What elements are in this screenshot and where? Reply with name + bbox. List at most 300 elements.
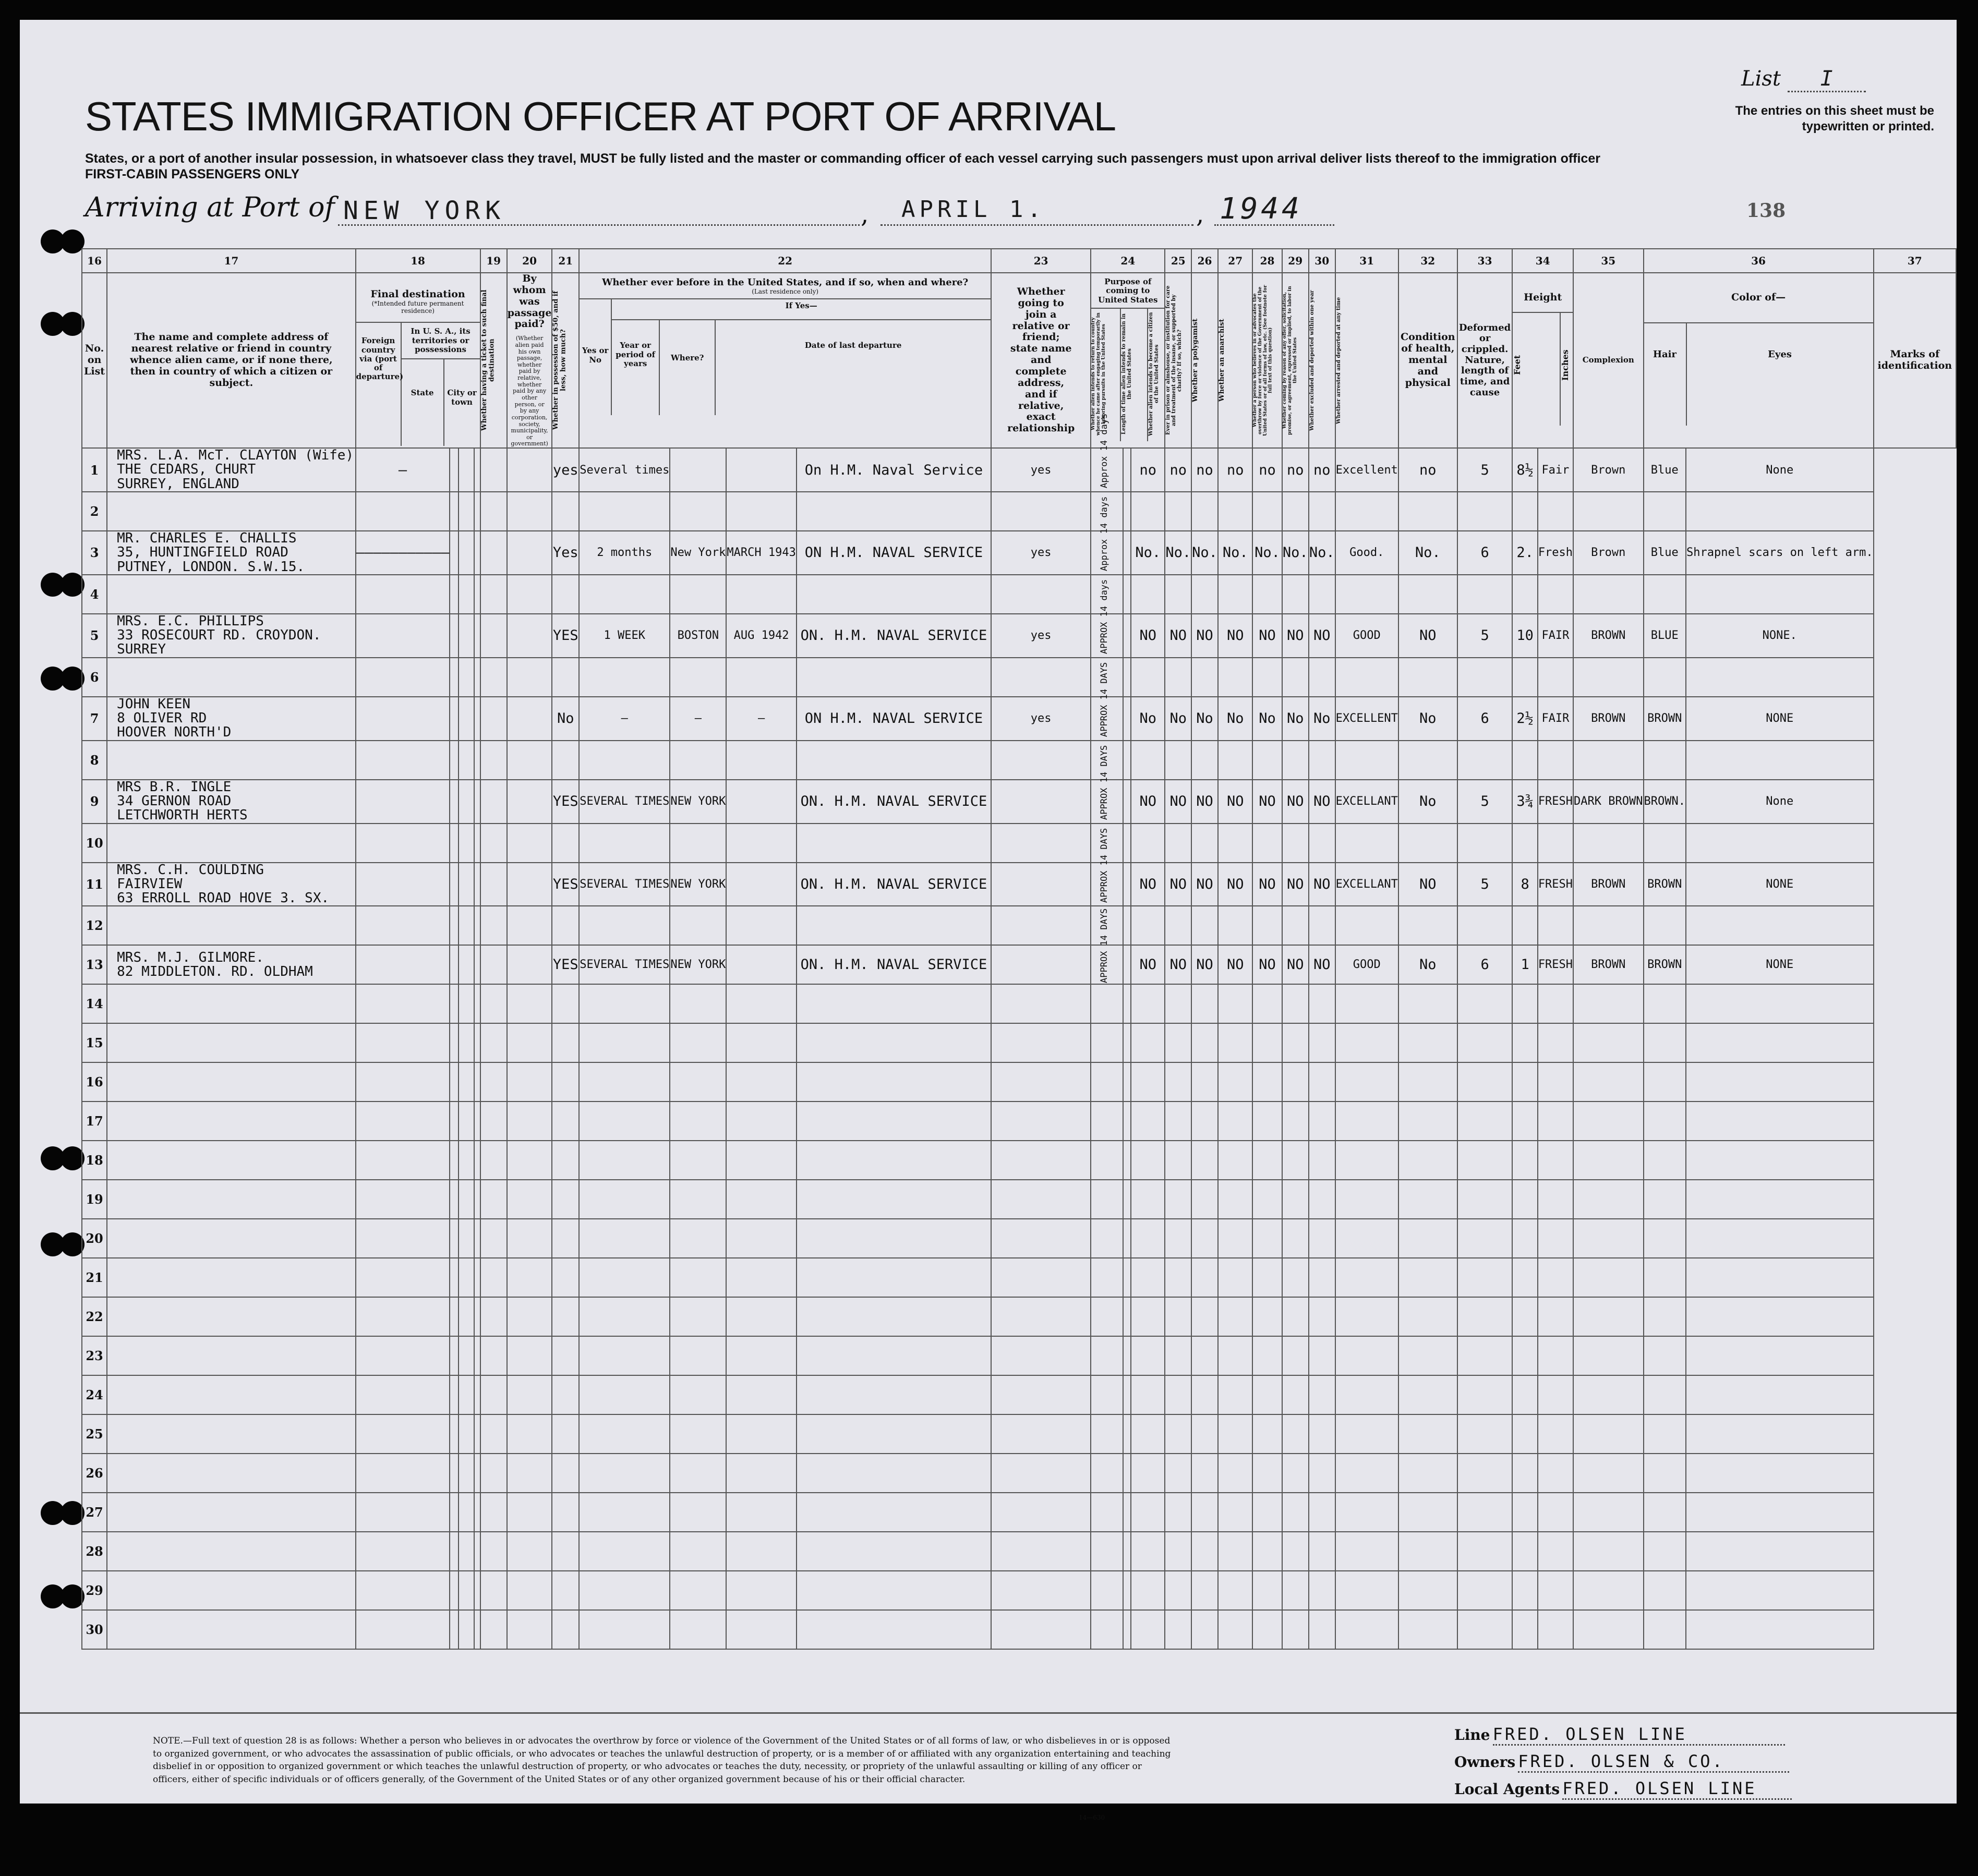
address-line: PUTNEY, LONDON. S.W.15.	[117, 559, 305, 575]
header-no-on-list: No. on List	[82, 273, 107, 448]
table-row	[82, 697, 1956, 741]
where-cell	[670, 1102, 726, 1141]
eyes-cell: BROWN.	[1644, 780, 1686, 824]
purpose-return-cell	[991, 824, 1091, 863]
header-feet: Feet	[1512, 355, 1523, 375]
row-number: 17	[82, 1102, 107, 1141]
question-28-cell	[1218, 741, 1253, 780]
where-cell	[670, 575, 726, 614]
prison-cell	[1131, 1454, 1165, 1493]
eyes-cell	[1644, 492, 1686, 531]
question-28-cell	[1218, 1297, 1253, 1336]
health-cell	[1335, 1571, 1398, 1610]
anarchist-cell	[1191, 1610, 1218, 1649]
feet-cell	[1457, 1023, 1513, 1062]
deformed-cell	[1398, 1219, 1457, 1258]
table-row	[82, 1610, 1956, 1649]
polygamist-cell	[1165, 1610, 1191, 1649]
arrested-cell: no	[1309, 448, 1335, 492]
complexion-cell	[1538, 1532, 1573, 1571]
passage-paid-cell	[480, 1023, 507, 1062]
marks-cell	[1686, 1258, 1874, 1297]
last-departure-cell	[726, 1141, 796, 1180]
deformed-cell	[1398, 1375, 1457, 1414]
relative-name: MRS. M.J. GILMORE.	[117, 949, 264, 965]
foreign-country-cell	[356, 984, 450, 1023]
eyes-cell	[1644, 1493, 1686, 1532]
inches-cell: 2.	[1512, 531, 1537, 575]
anarchist-cell	[1191, 741, 1218, 780]
fifty-dollars-cell	[507, 984, 552, 1023]
address-line: THE CEDARS, CHURT	[117, 462, 256, 478]
header-final-destination-note: (*Intended future permanent residence)	[371, 299, 464, 314]
header-year-period: Year or period of years	[612, 320, 660, 415]
health-cell	[1335, 824, 1398, 863]
last-departure-cell	[726, 1023, 796, 1062]
foreign-country-cell	[356, 1219, 450, 1258]
column-header-row	[82, 273, 1956, 448]
fifty-dollars-cell	[507, 1141, 552, 1180]
ever-in-us-cell	[552, 906, 579, 945]
labor-offer-cell	[1252, 906, 1282, 945]
foreign-country-cell	[356, 1102, 450, 1141]
period-cell: 1 WEEK	[579, 614, 670, 658]
join-relative-cell	[797, 1610, 991, 1649]
intend-citizen-cell	[1123, 1102, 1131, 1141]
hair-cell	[1573, 1219, 1643, 1258]
ticket-cell	[474, 1102, 480, 1141]
foreign-country-cell	[356, 1336, 450, 1375]
polygamist-cell	[1165, 984, 1191, 1023]
excluded-cell	[1282, 1180, 1309, 1219]
relative-name-address	[107, 697, 355, 741]
ticket-cell	[474, 1141, 480, 1180]
period-cell	[579, 1375, 670, 1414]
purpose-return-cell	[991, 1297, 1091, 1336]
complexion-cell: FRESH	[1538, 863, 1573, 906]
header-intend-citizen: Whether alien intends to become a citizen of the United States	[1148, 312, 1160, 436]
anarchist-cell	[1191, 1571, 1218, 1610]
column-number: 21	[552, 249, 579, 273]
excluded-cell	[1282, 984, 1309, 1023]
length-of-stay-cell	[1091, 1414, 1123, 1454]
join-relative-cell	[797, 575, 991, 614]
relative-name: JOHN KEEN	[117, 696, 191, 712]
ever-in-us-cell	[552, 575, 579, 614]
inches-cell	[1512, 1571, 1537, 1610]
row-number: 1	[82, 448, 107, 492]
address-line: 82 MIDDLETON. RD. OLDHAM	[117, 963, 313, 979]
arrested-cell: NO	[1309, 780, 1335, 824]
intend-citizen-cell	[1123, 1375, 1131, 1414]
prison-cell	[1131, 1493, 1165, 1532]
feet-cell	[1457, 1258, 1513, 1297]
list-value: I	[1788, 67, 1866, 92]
question-28-cell	[1218, 1375, 1253, 1414]
header-ever-before-label: Whether ever before in the United States, and if so, when and where?	[602, 277, 969, 288]
deformed-cell: No.	[1398, 531, 1457, 575]
polygamist-cell	[1165, 1180, 1191, 1219]
row-number: 15	[82, 1023, 107, 1062]
header-color-of	[1644, 273, 1874, 448]
feet-cell: 5	[1457, 448, 1513, 492]
city-cell	[459, 1454, 474, 1493]
ever-in-us-cell	[552, 1493, 579, 1532]
header-ever-before-in-us	[579, 273, 991, 448]
ever-in-us-cell	[552, 1258, 579, 1297]
complexion-cell: FRESH	[1538, 945, 1573, 984]
row-number: 3	[82, 531, 107, 575]
arrested-cell: No.	[1309, 531, 1335, 575]
city-cell	[459, 741, 474, 780]
relative-name-address	[107, 1375, 355, 1414]
header-ticket	[480, 273, 507, 448]
header-state: State	[402, 359, 444, 446]
fifty-dollars-cell	[507, 1532, 552, 1571]
foreign-country-cell	[356, 1454, 450, 1493]
arrested-cell	[1309, 824, 1335, 863]
arrested-cell	[1309, 1258, 1335, 1297]
feet-cell: 5	[1457, 863, 1513, 906]
question-28-cell	[1218, 1493, 1253, 1532]
state-cell	[450, 531, 459, 575]
state-cell	[450, 1571, 459, 1610]
join-relative-cell	[797, 1219, 991, 1258]
feet-cell	[1457, 1062, 1513, 1102]
year-value: 1944	[1220, 192, 1302, 226]
purpose-return-cell	[991, 780, 1091, 824]
inches-cell: 10	[1512, 614, 1537, 658]
table-row	[82, 1493, 1956, 1532]
eyes-cell	[1644, 1180, 1686, 1219]
last-departure-cell	[726, 1375, 796, 1414]
period-cell	[579, 906, 670, 945]
excluded-cell: No	[1282, 697, 1309, 741]
relative-name-address	[107, 741, 355, 780]
feet-cell	[1457, 1532, 1513, 1571]
table-row	[82, 575, 1956, 614]
ever-in-us-cell: No	[552, 697, 579, 741]
period-cell: SEVERAL TIMES	[579, 945, 670, 984]
hair-cell	[1573, 1336, 1643, 1375]
owners-label: Owners	[1454, 1753, 1516, 1771]
question-28-cell: NO	[1218, 780, 1253, 824]
eyes-cell: BROWN	[1644, 945, 1686, 984]
complexion-cell	[1538, 1336, 1573, 1375]
fifty-dollars-cell	[507, 697, 552, 741]
inches-cell	[1512, 1454, 1537, 1493]
join-relative-cell	[797, 1102, 991, 1141]
column-number: 37	[1874, 249, 1956, 273]
row-number: 26	[82, 1454, 107, 1493]
relative-name-address	[107, 448, 355, 492]
arrested-cell	[1309, 1336, 1335, 1375]
where-cell	[670, 1297, 726, 1336]
polygamist-cell	[1165, 1062, 1191, 1102]
header-join-relative: Whether going to join a relative or friend; state name and complete address, and if relative, exact relationship	[991, 273, 1091, 448]
table-row	[82, 1180, 1956, 1219]
hair-cell	[1573, 741, 1643, 780]
fifty-dollars-cell	[507, 1375, 552, 1414]
marks-cell: NONE	[1686, 945, 1874, 984]
deformed-cell	[1398, 1493, 1457, 1532]
column-number: 29	[1282, 249, 1309, 273]
hair-cell	[1573, 1062, 1643, 1102]
where-cell: New York	[670, 531, 726, 575]
passenger-rows	[82, 413, 1956, 1649]
last-departure-cell	[726, 1102, 796, 1141]
labor-offer-cell	[1252, 492, 1282, 531]
state-cell	[450, 614, 459, 658]
foreign-country-cell	[356, 492, 450, 531]
purpose-return-cell	[991, 1493, 1091, 1532]
fifty-dollars-cell	[507, 1610, 552, 1649]
deformed-cell: No	[1398, 697, 1457, 741]
intend-citizen-cell	[1123, 741, 1131, 780]
question-28-cell	[1218, 1180, 1253, 1219]
relative-name-address	[107, 1297, 355, 1336]
length-of-stay-cell	[1091, 908, 1123, 984]
ticket-cell	[474, 575, 480, 614]
column-number: 18	[356, 249, 480, 273]
labor-offer-cell: No	[1252, 697, 1282, 741]
inches-cell	[1512, 1336, 1537, 1375]
join-relative-cell: ON H.M. NAVAL SERVICE	[797, 697, 991, 741]
anarchist-cell	[1191, 1102, 1218, 1141]
foreign-country-cell	[356, 1258, 450, 1297]
join-relative-cell	[797, 984, 991, 1023]
last-departure-cell	[726, 906, 796, 945]
header-purpose-return: Whether alien intends to return to country whence he came after engaging temporarily in laboring pursuits in the United States	[1091, 312, 1107, 435]
arrested-cell	[1309, 658, 1335, 697]
last-departure-cell	[726, 945, 796, 984]
purpose-return-cell	[991, 906, 1091, 945]
inches-cell	[1512, 1102, 1537, 1141]
labor-offer-cell: NO	[1252, 945, 1282, 984]
ever-in-us-cell	[552, 1023, 579, 1062]
prison-cell	[1131, 1297, 1165, 1336]
passage-paid-cell	[480, 1102, 507, 1141]
complexion-cell	[1538, 1571, 1573, 1610]
anarchist-cell	[1191, 1258, 1218, 1297]
entries-note: The entries on this sheet must be typewritten or printed.	[1735, 104, 1934, 134]
excluded-cell: NO	[1282, 614, 1309, 658]
relative-name-address	[107, 1336, 355, 1375]
city-cell	[459, 1141, 474, 1180]
owners-value: FRED. OLSEN & CO.	[1518, 1751, 1789, 1773]
state-cell	[450, 1297, 459, 1336]
polygamist-cell: NO	[1165, 614, 1191, 658]
purpose-return-cell: yes	[991, 531, 1091, 575]
intend-citizen-cell	[1123, 906, 1131, 945]
foreign-country-cell	[356, 1610, 450, 1649]
last-departure-cell	[726, 1414, 796, 1454]
deformed-cell: NO	[1398, 614, 1457, 658]
inches-cell	[1512, 1062, 1537, 1102]
eyes-cell	[1644, 906, 1686, 945]
table-row	[82, 1102, 1956, 1141]
deformed-cell	[1398, 1571, 1457, 1610]
ever-in-us-cell: YES	[552, 780, 579, 824]
hair-cell: Brown	[1573, 531, 1643, 575]
table-row	[82, 1219, 1956, 1258]
join-relative-cell	[797, 1532, 991, 1571]
hair-cell	[1573, 824, 1643, 863]
row-number: 29	[82, 1571, 107, 1610]
intend-citizen-cell	[1123, 1414, 1131, 1454]
last-departure-cell	[726, 1532, 796, 1571]
header-passage-paid-label: By whom was passage paid?	[507, 273, 552, 330]
fifty-dollars-cell	[507, 945, 552, 984]
arrested-cell	[1309, 1023, 1335, 1062]
question-28-cell	[1218, 1336, 1253, 1375]
length-of-stay-cell	[1091, 1180, 1123, 1219]
length-of-stay-text: APPROX 14 DAYS	[1099, 908, 1110, 983]
health-cell	[1335, 1141, 1398, 1180]
inches-cell	[1512, 984, 1537, 1023]
row-number: 24	[82, 1375, 107, 1414]
passage-paid-cell	[480, 1571, 507, 1610]
column-number: 25	[1165, 249, 1191, 273]
where-cell	[670, 1532, 726, 1571]
excluded-cell	[1282, 824, 1309, 863]
arriving-label: Arriving at Port of	[85, 192, 335, 223]
polygamist-cell: no	[1165, 448, 1191, 492]
anarchist-cell	[1191, 1532, 1218, 1571]
header-in-usa: In U. S. A., its territories or possessions	[402, 323, 480, 359]
ticket-cell	[474, 863, 480, 906]
city-cell	[459, 492, 474, 531]
last-departure-cell	[726, 1336, 796, 1375]
question-28-cell	[1218, 824, 1253, 863]
passage-paid-cell	[480, 1375, 507, 1414]
marks-cell	[1686, 1414, 1874, 1454]
state-cell	[450, 1258, 459, 1297]
city-cell	[459, 658, 474, 697]
row-number: 2	[82, 492, 107, 531]
line-label: Line	[1454, 1726, 1490, 1744]
question-28-cell	[1218, 1258, 1253, 1297]
period-cell	[579, 1102, 670, 1141]
eyes-cell	[1644, 658, 1686, 697]
address-line: 63 ERROLL ROAD HOVE 3. SX.	[117, 890, 330, 906]
last-departure-cell	[726, 1454, 796, 1493]
header-question-28	[1252, 273, 1282, 448]
prison-cell	[1131, 906, 1165, 945]
prison-cell	[1131, 492, 1165, 531]
row-number: 8	[82, 741, 107, 780]
purpose-return-cell	[991, 1414, 1091, 1454]
marks-cell	[1686, 1023, 1874, 1062]
join-relative-cell	[797, 1571, 991, 1610]
ticket-cell	[474, 614, 480, 658]
header-arrested	[1335, 273, 1398, 448]
arrested-cell	[1309, 575, 1335, 614]
polygamist-cell	[1165, 492, 1191, 531]
health-cell	[1335, 1102, 1398, 1141]
hair-cell: DARK BROWN	[1573, 780, 1643, 824]
marks-cell	[1686, 824, 1874, 863]
health-cell	[1335, 1336, 1398, 1375]
last-departure-cell	[726, 1493, 796, 1532]
ever-in-us-cell	[552, 984, 579, 1023]
address-line: SURREY, ENGLAND	[117, 476, 239, 492]
inches-cell	[1512, 658, 1537, 697]
question-28-cell: no	[1218, 448, 1253, 492]
last-departure-cell	[726, 1571, 796, 1610]
prison-cell	[1131, 1102, 1165, 1141]
marks-cell	[1686, 1571, 1874, 1610]
last-departure-cell	[726, 1062, 796, 1102]
complexion-cell	[1538, 906, 1573, 945]
header-foreign-country: Foreign country via (port of departure)	[356, 323, 402, 446]
complexion-cell	[1538, 575, 1573, 614]
inches-cell	[1512, 1023, 1537, 1062]
health-cell	[1335, 1610, 1398, 1649]
column-number: 22	[579, 249, 991, 273]
header-marks: Marks of identification	[1874, 273, 1956, 448]
passage-paid-cell	[480, 492, 507, 531]
length-of-stay-cell	[1091, 579, 1123, 658]
health-cell	[1335, 1375, 1398, 1414]
period-cell	[579, 824, 670, 863]
eyes-cell	[1644, 1102, 1686, 1141]
city-cell	[459, 1258, 474, 1297]
table-row	[82, 448, 1956, 492]
inches-cell	[1512, 1180, 1537, 1219]
column-number: 20	[507, 249, 552, 273]
period-cell	[579, 658, 670, 697]
passage-paid-cell	[480, 1297, 507, 1336]
polygamist-cell: NO	[1165, 945, 1191, 984]
city-cell	[459, 614, 474, 658]
city-cell	[459, 1102, 474, 1141]
ever-in-us-cell: YES	[552, 945, 579, 984]
ticket-cell	[474, 824, 480, 863]
relative-name-address	[107, 1180, 355, 1219]
column-number: 27	[1218, 249, 1253, 273]
labor-offer-cell	[1252, 824, 1282, 863]
join-relative-cell	[797, 1180, 991, 1219]
header-excluded	[1309, 273, 1335, 448]
row-number: 13	[82, 945, 107, 984]
marks-cell	[1686, 575, 1874, 614]
hair-cell	[1573, 1414, 1643, 1454]
eyes-cell	[1644, 1532, 1686, 1571]
marks-cell	[1686, 1454, 1874, 1493]
purpose-return-cell	[991, 1610, 1091, 1649]
ticket-cell	[474, 780, 480, 824]
hair-cell	[1573, 1454, 1643, 1493]
hair-cell	[1573, 1258, 1643, 1297]
deformed-cell	[1398, 1062, 1457, 1102]
last-departure-cell	[726, 1297, 796, 1336]
passage-paid-cell	[480, 531, 507, 575]
question-28-cell	[1218, 1219, 1253, 1258]
inches-cell	[1512, 1141, 1537, 1180]
feet-cell	[1457, 1571, 1513, 1610]
list-number	[1741, 67, 1866, 92]
table-row	[82, 1141, 1956, 1180]
last-departure-cell: —	[726, 697, 796, 741]
intend-citizen-cell	[1123, 1454, 1131, 1493]
fifty-dollars-cell	[507, 658, 552, 697]
period-cell	[579, 1493, 670, 1532]
header-passage-paid-note: (Whether alien paid his own passage, whether paid by relative, whether paid by any other person, or by any corporation, society, municipality, or government)	[511, 335, 548, 447]
city-cell	[459, 1062, 474, 1102]
header-question-28-label: Whether a person who believes in or advocates the overthrow by force or violence of the Government of the United States or of all forms of law, etc. (See footnote for full text of this question)	[1252, 285, 1274, 436]
marks-cell	[1686, 906, 1874, 945]
